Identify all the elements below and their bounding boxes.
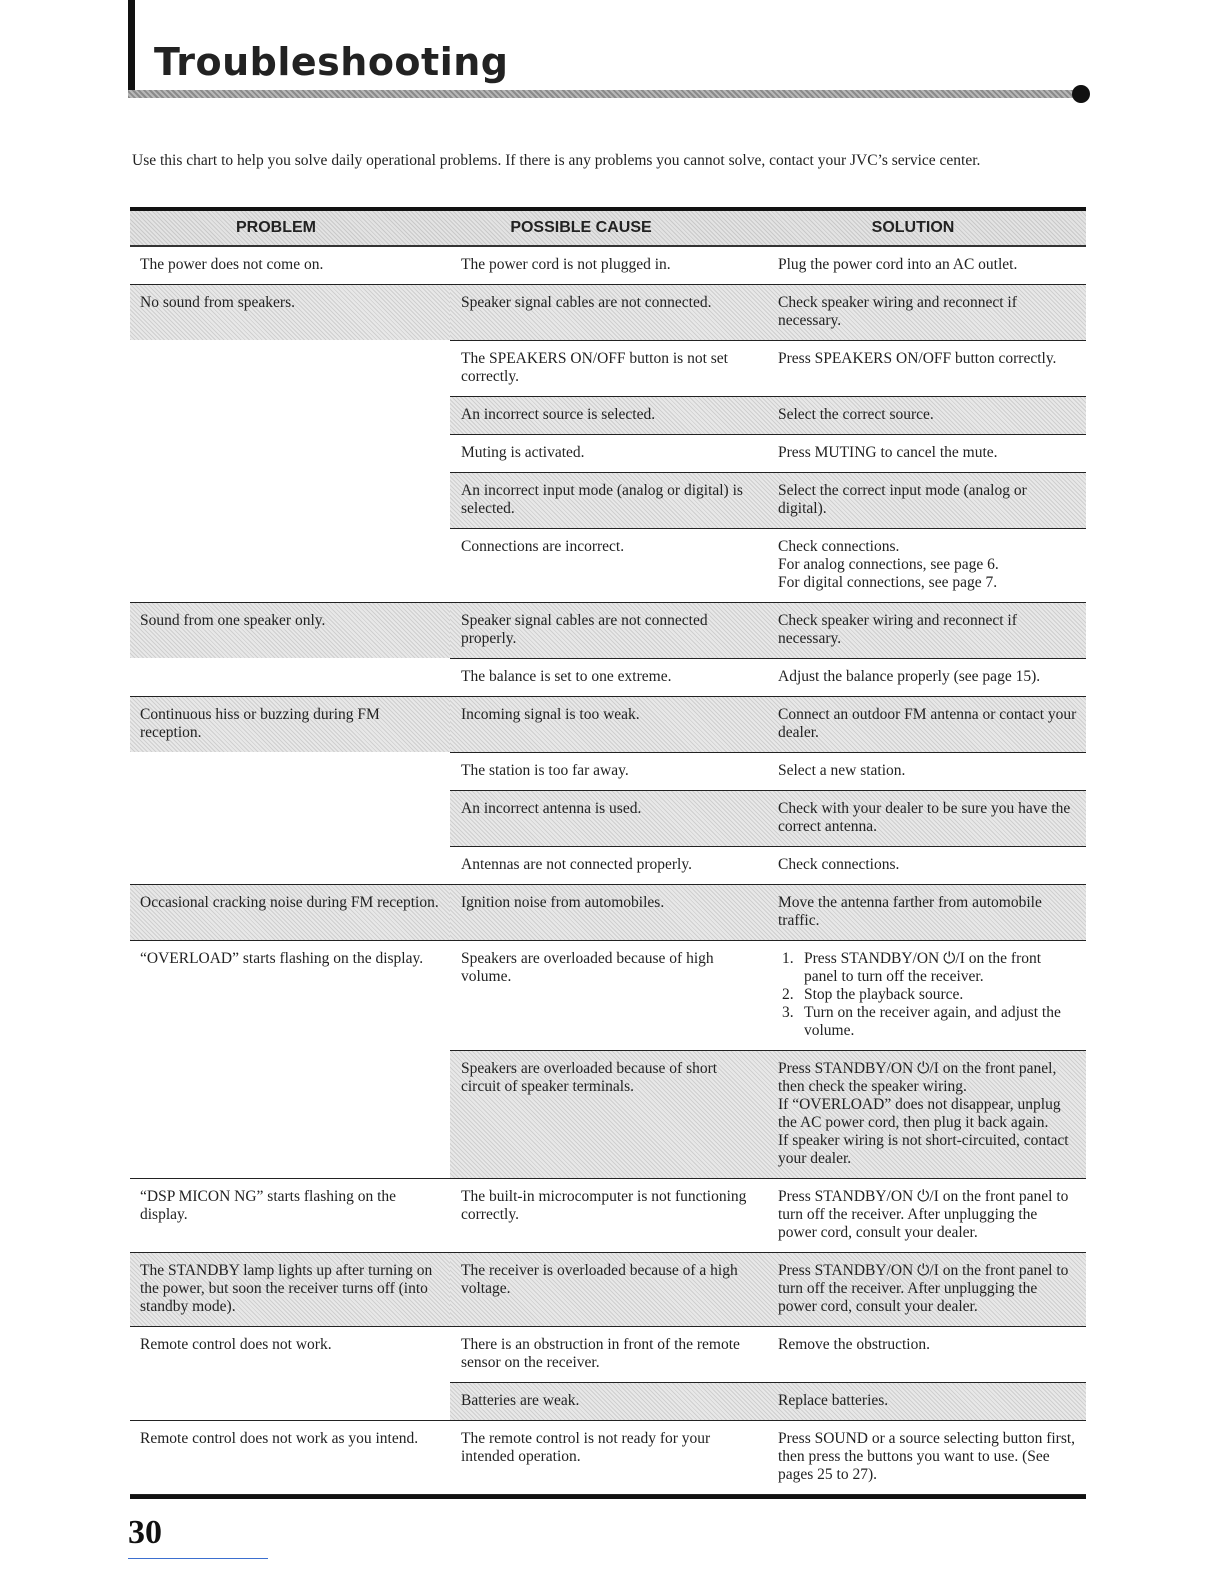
solution-line: Plug the power cord into an AC outlet. (778, 256, 1018, 273)
cause-cell: The power cord is not plugged in. (461, 256, 671, 273)
step-text: Press STANDBY/ON ⏻/I on the front panel to turn off the receiver. (804, 950, 1042, 985)
cause-cell: Speakers are overloaded because of short circuit of speaker terminals. (461, 1060, 718, 1095)
cause-cell: Ignition noise from automobiles. (461, 894, 665, 911)
problem-cell (130, 603, 450, 696)
solution-line: For digital connections, see page 7. (778, 574, 998, 591)
cause-cell: The SPEAKERS ON/OFF button is not set correctly. (461, 350, 728, 385)
solution-line: Check connections. (778, 538, 900, 555)
solution-cell (768, 847, 1086, 884)
solution-line: Replace batteries. (778, 1392, 889, 1409)
problem-cell (130, 1327, 450, 1420)
page-number-underline (128, 1558, 268, 1559)
table-row (450, 1327, 1086, 1382)
cause-cell: An incorrect source is selected. (461, 406, 656, 423)
solution-cell (768, 603, 1086, 658)
solution-cell (768, 697, 1086, 752)
solution-line: Check speaker wiring and reconnect if necessary. (778, 612, 1017, 647)
cause-cell: Batteries are weak. (461, 1392, 580, 1409)
table-row-group (130, 603, 1086, 697)
problem-cell (130, 1253, 450, 1326)
solution-steps (778, 950, 1078, 1040)
table-row (450, 941, 1086, 1050)
cause-cell: The balance is set to one extreme. (461, 668, 672, 685)
solution-line: If speaker wiring is not short-circuited, contact your dealer. (778, 1132, 1069, 1167)
table-row-group (130, 1253, 1086, 1327)
cause-solution-column (450, 1179, 1086, 1252)
table-row (450, 603, 1086, 658)
solution-line: For analog connections, see page 6. (778, 556, 999, 573)
problem-cell (130, 1421, 450, 1494)
table-row (450, 247, 1086, 284)
solution-cell (768, 473, 1086, 528)
solution-line: Remove the obstruction. (778, 1336, 930, 1353)
solution-line: Check connections. (778, 856, 900, 873)
cause-cell: An incorrect input mode (analog or digital) is selected. (461, 482, 743, 517)
table-row (450, 285, 1086, 340)
cause-solution-column (450, 1253, 1086, 1326)
solution-step (778, 986, 1078, 1004)
solution-line: Move the antenna farther from automobile traffic. (778, 894, 1042, 929)
solution-step (778, 950, 1078, 986)
problem-text: Sound from one speaker only. (140, 612, 326, 629)
table-row (450, 658, 1086, 696)
solution-step (778, 1004, 1078, 1040)
cause-cell: The receiver is overloaded because of a high voltage. (461, 1262, 738, 1297)
page-header (128, 0, 1096, 100)
problem-text: “DSP MICON NG” starts flashing on the display. (140, 1188, 397, 1223)
header-vertical-bar (128, 0, 135, 98)
cause-cell: The station is too far away. (461, 762, 629, 779)
cause-solution-column (450, 247, 1086, 284)
table-row-group (130, 1327, 1086, 1421)
cause-solution-column (450, 285, 1086, 602)
table-row (450, 790, 1086, 846)
table-row (450, 434, 1086, 472)
problem-text: Continuous hiss or buzzing during FM reception. (140, 706, 380, 741)
problem-cell (130, 941, 450, 1178)
step-text: Turn on the receiver again, and adjust the volume. (804, 1004, 1061, 1039)
table-row (450, 528, 1086, 602)
table-body (130, 247, 1086, 1495)
solution-cell (768, 791, 1086, 846)
table-row (450, 472, 1086, 528)
problem-text: The power does not come on. (140, 256, 324, 273)
solution-cell (768, 397, 1086, 434)
solution-line: Press STANDBY/ON ⏻/I on the front panel to turn off the receiver. After unplugging the power cord, consult your dealer. (778, 1188, 1069, 1241)
table-row (450, 1421, 1086, 1494)
solution-cell (768, 1327, 1086, 1382)
step-number: 1. (782, 950, 794, 967)
solution-line: Adjust the balance properly (see page 15). (778, 668, 1041, 685)
table-row (450, 846, 1086, 884)
header-solution: SOLUTION (871, 219, 955, 236)
solution-line: Select the correct input mode (analog or digital). (778, 482, 1027, 517)
solution-cell (768, 941, 1086, 1050)
step-number: 2. (782, 986, 794, 1003)
solution-cell (768, 1421, 1086, 1494)
page-number: 30 (128, 1514, 162, 1551)
solution-cell (768, 659, 1086, 696)
solution-cell (768, 341, 1086, 396)
solution-cell (768, 285, 1086, 340)
solution-line: Select the correct source. (778, 406, 934, 423)
cause-cell: An incorrect antenna is used. (461, 800, 642, 817)
page-title: Troubleshooting (154, 40, 509, 84)
intro-text: Use this chart to help you solve daily operational problems. If there is any problems you cannot solve, contact your JVC’s service center. (132, 152, 981, 169)
problem-text: Remote control does not work as you intend. (140, 1430, 419, 1447)
solution-cell (768, 247, 1086, 284)
cause-cell: Antennas are not connected properly. (461, 856, 692, 873)
cause-solution-column (450, 1327, 1086, 1420)
table-row-group (130, 941, 1086, 1179)
header-possible-cause: POSSIBLE CAUSE (510, 219, 652, 236)
cause-solution-column (450, 603, 1086, 696)
solution-line: Press STANDBY/ON ⏻/I on the front panel, then check the speaker wiring. (778, 1060, 1057, 1095)
problem-text: No sound from speakers. (140, 294, 295, 311)
table-row (450, 1179, 1086, 1252)
header-problem: PROBLEM (236, 219, 316, 236)
solution-cell (768, 1383, 1086, 1420)
solution-cell (768, 529, 1086, 602)
solution-line: Press MUTING to cancel the mute. (778, 444, 998, 461)
table-row-group (130, 285, 1086, 603)
table-bottom-rule (130, 1495, 1086, 1499)
problem-cell (130, 247, 450, 284)
cause-cell: Speakers are overloaded because of high volume. (461, 950, 714, 985)
problem-text: “OVERLOAD” starts flashing on the display. (140, 950, 424, 967)
solution-cell (768, 753, 1086, 790)
table-row-group (130, 1179, 1086, 1253)
step-number: 3. (782, 1004, 794, 1021)
problem-cell (130, 885, 450, 940)
solution-line: Check with your dealer to be sure you have the correct antenna. (778, 800, 1071, 835)
cause-cell: There is an obstruction in front of the remote sensor on the receiver. (461, 1336, 740, 1371)
cause-cell: The remote control is not ready for your intended operation. (461, 1430, 711, 1465)
problem-text: Remote control does not work. (140, 1336, 332, 1353)
cause-cell: Connections are incorrect. (461, 538, 625, 555)
cause-cell: Muting is activated. (461, 444, 585, 461)
solution-cell (768, 1051, 1086, 1178)
solution-cell (768, 885, 1086, 940)
problem-cell (130, 285, 450, 602)
table-header (130, 211, 1086, 247)
problem-cell (130, 697, 450, 884)
cause-cell: Speaker signal cables are not connected properly. (461, 612, 708, 647)
troubleshooting-table (130, 207, 1086, 1499)
table-row (450, 396, 1086, 434)
cause-solution-column (450, 941, 1086, 1178)
table-row (450, 697, 1086, 752)
header-rule-dot (1072, 85, 1090, 103)
table-row-group (130, 247, 1086, 285)
solution-cell (768, 1253, 1086, 1326)
solution-line: Press SPEAKERS ON/OFF button correctly. (778, 350, 1057, 367)
solution-line: If “OVERLOAD” does not disappear, unplug the AC power cord, then plug it back again. (778, 1096, 1061, 1131)
table-row (450, 1050, 1086, 1178)
solution-line: Connect an outdoor FM antenna or contact your dealer. (778, 706, 1077, 741)
table-row (450, 1382, 1086, 1420)
solution-line: Press STANDBY/ON ⏻/I on the front panel to turn off the receiver. After unplugging the power cord, consult your dealer. (778, 1262, 1069, 1315)
solution-line: Select a new station. (778, 762, 906, 779)
solution-line: Press SOUND or a source selecting button first, then press the buttons you want to use. (See pages 25 to 27). (778, 1430, 1076, 1483)
table-row (450, 885, 1086, 940)
table-row-group (130, 885, 1086, 941)
cause-cell: Speaker signal cables are not connected. (461, 294, 712, 311)
cause-cell: Incoming signal is too weak. (461, 706, 640, 723)
cause-cell: The built-in microcomputer is not functioning correctly. (461, 1188, 747, 1223)
problem-text: Occasional cracking noise during FM reception. (140, 894, 439, 911)
problem-cell (130, 1179, 450, 1252)
solution-cell (768, 1179, 1086, 1252)
step-text: Stop the playback source. (804, 986, 964, 1003)
table-row-group (130, 1421, 1086, 1495)
cause-solution-column (450, 885, 1086, 940)
table-row-group (130, 697, 1086, 885)
cause-solution-column (450, 1421, 1086, 1494)
header-rule (128, 90, 1080, 98)
solution-line: Check speaker wiring and reconnect if necessary. (778, 294, 1017, 329)
table-row (450, 752, 1086, 790)
cause-solution-column (450, 697, 1086, 884)
solution-cell (768, 435, 1086, 472)
table-row (450, 1253, 1086, 1326)
problem-text: The STANDBY lamp lights up after turning on the power, but soon the receiver turns off (into standby mode). (140, 1262, 433, 1315)
table-row (450, 340, 1086, 396)
